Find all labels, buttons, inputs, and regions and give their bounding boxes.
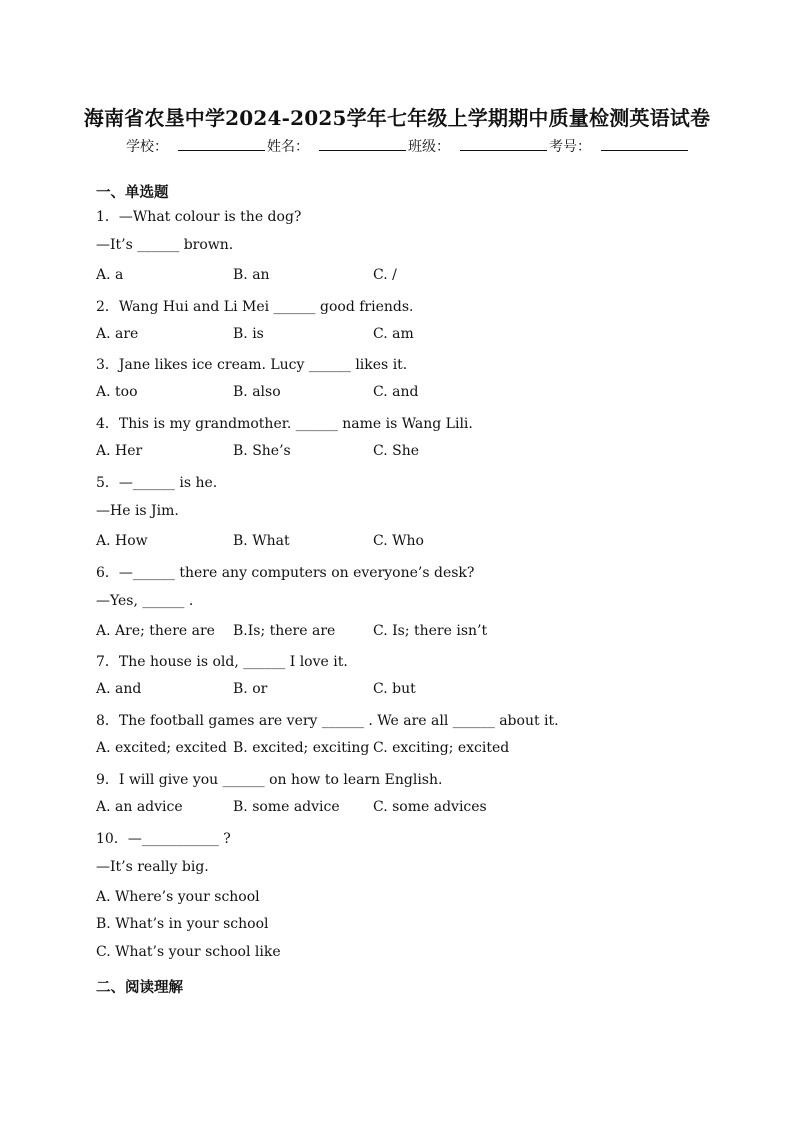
question-stem: —Yes, ______ . (96, 593, 194, 609)
question-stem: 4．This is my grandmother. ______ name is Wang Lili. (96, 416, 473, 432)
option-b: B. What’s in your school (96, 916, 269, 932)
section-heading-single-choice: 一、单选题 (96, 185, 169, 201)
question-stem: 7．The house is old, ______ I love it. (96, 654, 348, 670)
option-b: B. What (233, 533, 290, 549)
option-b: B. She’s (233, 443, 291, 459)
option-c: C. but (373, 681, 416, 697)
option-c: C. Is; there isn’t (373, 623, 488, 639)
exam-number-blank[interactable] (601, 136, 688, 151)
question-stem: —It’s ______ brown. (96, 237, 234, 253)
option-a: A. Are; there are (96, 623, 215, 639)
option-a: A. Where’s your school (96, 889, 260, 905)
option-a: A. an advice (96, 799, 183, 815)
school-label: 学校： (126, 139, 168, 155)
class-blank[interactable] (460, 136, 547, 151)
class-label: 班级： (408, 139, 450, 155)
option-b: B.Is; there are (233, 623, 336, 639)
option-c: C. and (373, 384, 419, 400)
option-a: A. a (96, 267, 124, 283)
name-label: 姓名： (267, 139, 309, 155)
question-stem: —He is Jim. (96, 503, 179, 519)
option-c: C. am (373, 326, 414, 342)
question-stem: 9．I will give you ______ on how to learn English. (96, 772, 443, 788)
question-stem: 3．Jane likes ice cream. Lucy ______ likes it. (96, 357, 408, 373)
option-c: C. She (373, 443, 420, 459)
option-c: C. some advices (373, 799, 487, 815)
option-a: A. excited; excited (96, 740, 227, 756)
option-a: A. too (96, 384, 138, 400)
option-b: B. also (233, 384, 281, 400)
section-heading-reading: 二、阅读理解 (96, 980, 183, 996)
option-b: B. excited; exciting (233, 740, 370, 756)
option-b: B. or (233, 681, 268, 697)
question-stem: 6．—______ there any computers on everyone’s desk? (96, 565, 475, 581)
question-stem: 8．The football games are very ______ . We are all ______ about it. (96, 713, 559, 729)
option-c: C. Who (373, 533, 424, 549)
student-info-line (126, 136, 690, 156)
option-a: A. Her (96, 443, 143, 459)
option-c: C. What’s your school like (96, 944, 281, 960)
question-stem: 2．Wang Hui and Li Mei ______ good friends. (96, 299, 414, 315)
question-stem: 1．—What colour is the dog? (96, 209, 302, 225)
exam-number-label: 考号： (549, 139, 591, 155)
question-stem: —It’s really big. (96, 859, 209, 875)
option-c: C. / (373, 267, 397, 283)
option-b: B. is (233, 326, 264, 342)
option-c: C. exciting; excited (373, 740, 510, 756)
question-stem: 5．—______ is he. (96, 475, 218, 491)
option-a: A. are (96, 326, 139, 342)
exam-title: 海南省农垦中学2024-2025学年七年级上学期期中质量检测英语试卷 (83, 106, 711, 130)
option-b: B. an (233, 267, 270, 283)
name-blank[interactable] (319, 136, 406, 151)
option-a: A. How (96, 533, 148, 549)
school-blank[interactable] (178, 136, 265, 151)
question-stem: 10．—___________ ? (96, 831, 231, 847)
option-a: A. and (96, 681, 142, 697)
option-b: B. some advice (233, 799, 340, 815)
